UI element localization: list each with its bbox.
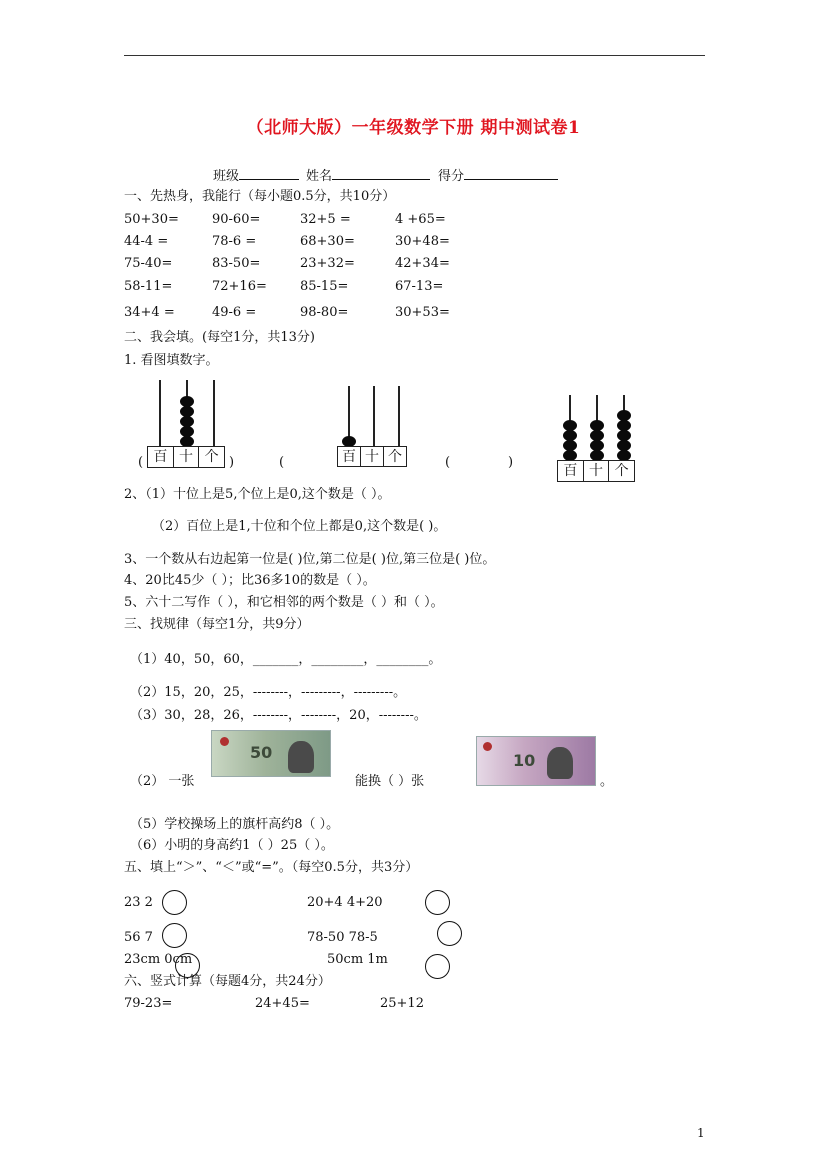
calc-item: 30+48= <box>395 234 450 249</box>
compare-item: 20+4 4+20 <box>307 895 383 910</box>
calc-item: 30+53= <box>395 305 450 320</box>
answer-paren-left[interactable]: ( <box>445 455 451 470</box>
abacus-base <box>337 446 407 467</box>
answer-paren-left[interactable]: ( <box>279 455 285 470</box>
class-blank[interactable] <box>239 166 299 180</box>
calc-item: 78-6 = <box>212 234 257 249</box>
pattern-3: （3）30，28，26，--------，--------，20，--------。 <box>130 708 427 723</box>
calc-item: 49-6 = <box>212 305 257 320</box>
calc-item: 34+4 = <box>124 305 175 320</box>
question-3-5: （5）学校操场上的旗杆高约8（ ）。 <box>130 817 340 832</box>
score-blank[interactable] <box>464 166 558 180</box>
answer-paren-right: ) <box>229 455 235 470</box>
calc-item: 90-60= <box>212 212 261 227</box>
section-6-heading: 六、竖式计算（每题4分，共24分） <box>124 974 331 989</box>
calc-item: 68+30= <box>300 234 355 249</box>
banknote-10-image <box>476 736 596 786</box>
ones-label: 个 <box>204 449 219 465</box>
calc-item: 85-15= <box>300 279 349 294</box>
page-number: 1 <box>697 1126 705 1140</box>
calc-item: 23+32= <box>300 256 355 271</box>
tens-label: 十 <box>361 447 384 466</box>
answer-paren-right: ) <box>508 455 514 470</box>
calc-item: 72+16= <box>212 279 267 294</box>
calc-item: 4 +65= <box>395 212 446 227</box>
ones-label: 个 <box>614 463 629 479</box>
tens-label: 十 <box>174 447 200 467</box>
vertical-calc-item: 25+12 <box>380 996 424 1011</box>
calc-item: 42+34= <box>395 256 450 271</box>
name-label: 姓名 <box>306 169 333 184</box>
compare-item: 23 2 <box>124 895 153 910</box>
answer-circle[interactable] <box>425 890 450 915</box>
calc-item: 98-80= <box>300 305 349 320</box>
calc-item: 44-4 = <box>124 234 169 249</box>
calc-item: 50+30= <box>124 212 179 227</box>
answer-circle[interactable] <box>162 890 187 915</box>
name-blank[interactable] <box>332 166 430 180</box>
question-2-5: 5、六十二写作（ ），和它相邻的两个数是（ ）和（ ）。 <box>124 595 444 610</box>
abacus-rod <box>373 386 375 447</box>
money-mid: 能换（ ）张 <box>355 774 425 789</box>
calc-item: 32+5 = <box>300 212 351 227</box>
tens-label: 十 <box>584 461 610 481</box>
abacus-3 <box>550 392 640 484</box>
vertical-calc-item: 24+45= <box>255 996 310 1011</box>
abacus-base <box>557 460 635 482</box>
portrait-icon <box>547 747 573 779</box>
note-value: 50 <box>250 743 273 762</box>
compare-item: 50cm 1m <box>327 952 388 967</box>
abacus-base <box>147 446 225 468</box>
score-label: 得分 <box>438 169 465 184</box>
class-label: 班级 <box>213 169 240 184</box>
ones-label: 个 <box>388 449 402 465</box>
note-value: 10 <box>513 751 536 770</box>
hundreds-label: 百 <box>558 461 584 481</box>
emblem-icon <box>483 742 492 751</box>
emblem-icon <box>220 737 229 746</box>
calc-item: 75-40= <box>124 256 173 271</box>
question-2-2a: 2、（1）十位上是5,个位上是0,这个数是（ ）。 <box>124 487 391 502</box>
answer-circle[interactable] <box>437 921 462 946</box>
hundreds-label: 百 <box>338 447 361 466</box>
vertical-calc-item: 79-23= <box>124 996 173 1011</box>
abacus-rod <box>159 380 161 446</box>
section-5-heading: 五、填上“＞”、“＜”或“=”。（每空0.5分，共3分） <box>124 860 419 875</box>
pattern-1: （1）40，50，60，_______，________，________。 <box>130 652 442 667</box>
money-prefix: （2） 一张 <box>130 774 195 789</box>
pattern-2: （2）15，20，25，--------，---------，---------。 <box>130 685 407 700</box>
hundreds-label: 百 <box>148 447 174 467</box>
answer-paren-left: ( <box>138 455 144 470</box>
section-1-heading: 一、先热身，我能行（每小题0.5分，共10分） <box>124 189 396 204</box>
calc-item: 83-50= <box>212 256 261 271</box>
calc-item: 58-11= <box>124 279 173 294</box>
score-field <box>438 166 558 186</box>
name-field <box>306 166 430 186</box>
compare-item: 78-50 78-5 <box>307 930 378 945</box>
compare-item: 23cm 0cm <box>124 952 193 967</box>
class-field <box>213 166 299 186</box>
question-2-3: 3、一个数从右边起第一位是( )位,第二位是( )位,第三位是( )位。 <box>124 552 496 567</box>
abacus-2 <box>330 383 420 469</box>
compare-item: 56 7 <box>124 930 153 945</box>
abacus-1 <box>137 376 237 468</box>
page-title: （北师大版）一年级数学下册 期中测试卷1 <box>246 118 581 138</box>
banknote-50-image <box>211 730 331 777</box>
section-2-heading: 二、我会填。(每空1分，共13分) <box>124 330 315 345</box>
calc-item: 67-13= <box>395 279 444 294</box>
question-3-6: （6）小明的身高约1（ ）25（ ）。 <box>130 838 334 853</box>
money-end: 。 <box>600 774 614 789</box>
answer-circle[interactable] <box>162 923 187 948</box>
question-2-1: 1. 看图填数字。 <box>124 353 219 368</box>
question-2-2b: （2）百位上是1,十位和个位上都是0,这个数是( )。 <box>152 519 447 534</box>
question-2-4: 4、20比45少（ ）；比36多10的数是（ ）。 <box>124 573 376 588</box>
abacus-rod <box>398 386 400 447</box>
answer-circle[interactable] <box>425 954 450 979</box>
portrait-icon <box>288 741 314 773</box>
abacus-rod <box>213 380 215 446</box>
header-rule <box>124 55 705 56</box>
section-3-heading: 三、找规律（每空1分，共9分） <box>124 617 310 632</box>
